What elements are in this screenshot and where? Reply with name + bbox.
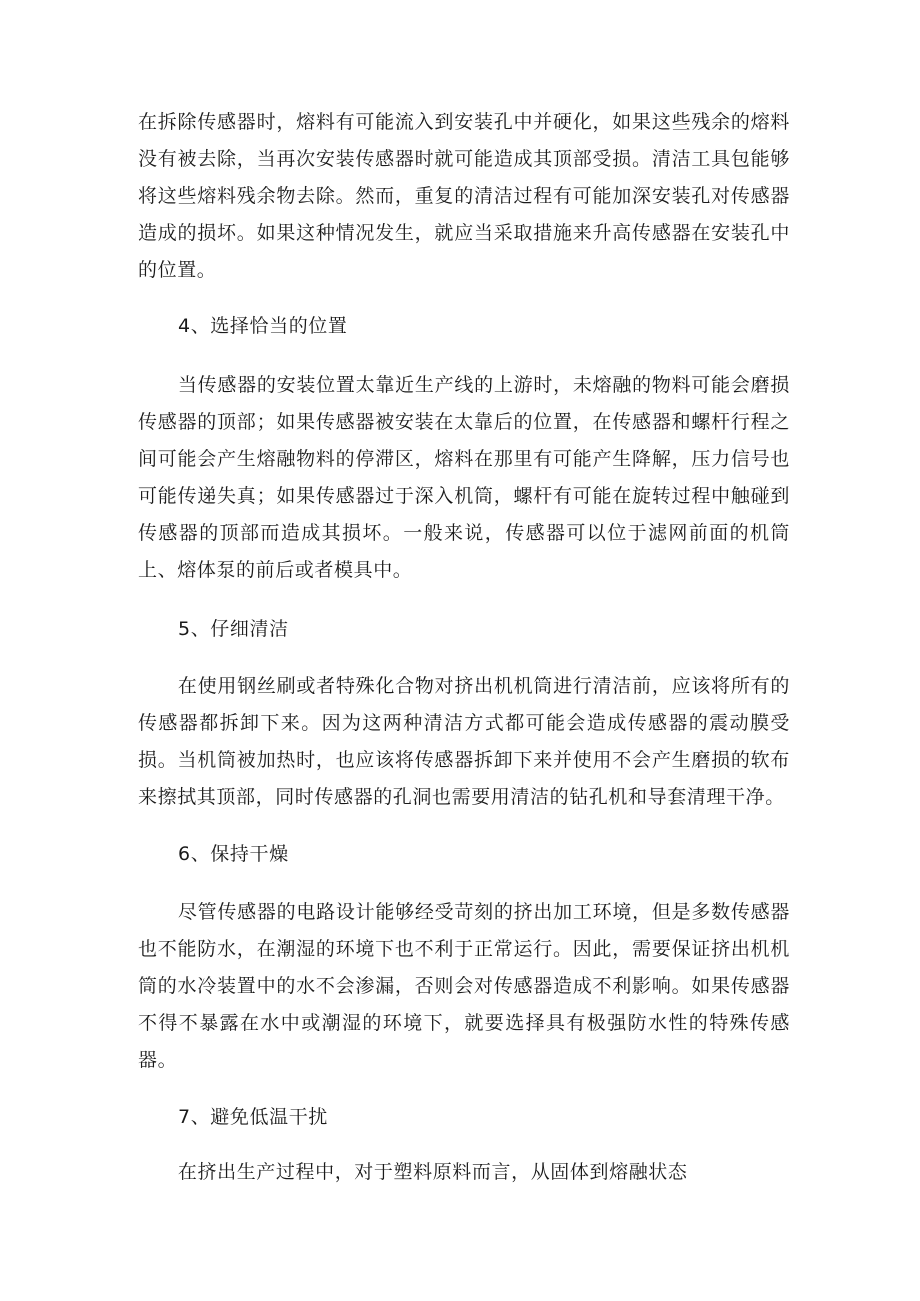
paragraph-residue-cleaning: 在拆除传感器时，熔料有可能流入到安装孔中并硬化，如果这些残余的熔料没有被去除，当再次安装传感器时就可能造成其顶部受损。清洁工具包能够将这些熔料残余物去除。然而，重复的清洁过程有可能加深安装孔对传感器造成的损坏。如果这种情况发生，就应当采取措施来升高传感器在安装孔中的位置。 bbox=[138, 111, 790, 281]
section-heading-4: 4、选择恰当的位置 bbox=[178, 315, 348, 337]
paragraph-dry: 尽管传感器的电路设计能够经受苛刻的挤出加工环境，但是多数传感器也不能防水，在潮湿的环境下也不利于正常运行。因此，需要保证挤出机机筒的水冷装置中的水不会渗漏，否则会对传感器造成不利影响。如果传感器不得不暴露在水中或潮湿的环境下，就要选择具有极强防水性的特殊传感器。 bbox=[138, 901, 790, 1071]
paragraph-cleaning: 在使用钢丝刷或者特殊化合物对挤出机机筒进行清洁前，应该将所有的传感器都拆卸下来。因为这两种清洁方式都可能会造成传感器的震动膜受损。当机筒被加热时，也应该将传感器拆卸下来并使用不会产生磨损的软布来擦拭其顶部，同时传感器的孔洞也需要用清洁的钻孔机和导套清理干净。 bbox=[138, 675, 790, 808]
section-heading-5: 5、仔细清洁 bbox=[178, 618, 289, 640]
paragraph-low-temperature: 在挤出生产过程中，对于塑料原料而言，从固体到熔融状态 bbox=[177, 1161, 688, 1183]
section-heading-7: 7、避免低温干扰 bbox=[178, 1106, 328, 1128]
section-heading-6: 6、保持干燥 bbox=[178, 843, 289, 865]
paragraph-position: 当传感器的安装位置太靠近生产线的上游时，未熔融的物料可能会磨损传感器的顶部；如果传感器被安装在太靠后的位置，在传感器和螺杆行程之间可能会产生熔融物料的停滞区，熔料在那里有可能产生降解，压力信号也可能传递失真；如果传感器过于深入机筒，螺杆有可能在旋转过程中触碰到传感器的顶部而造成其损坏。一般来说，传感器可以位于滤网前面的机筒上、熔体泵的前后或者模具中。 bbox=[138, 374, 790, 581]
